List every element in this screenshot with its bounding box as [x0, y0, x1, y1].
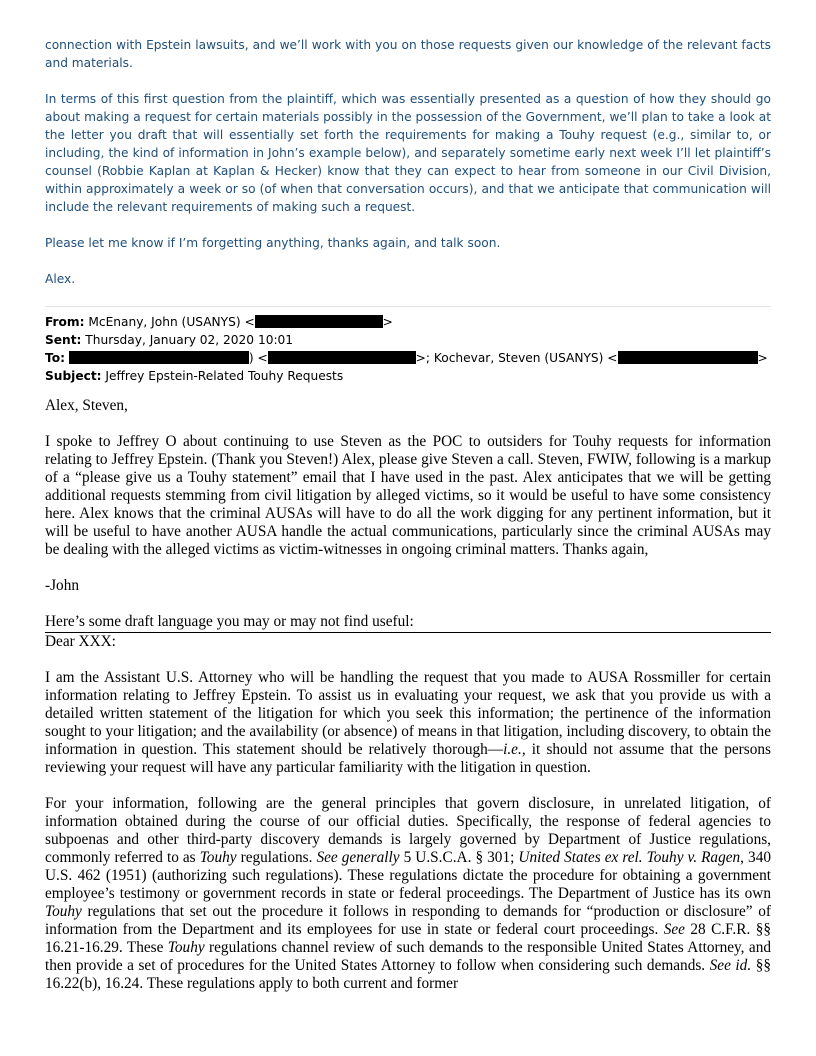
text-run-italic: See — [663, 921, 685, 938]
text-run-italic: See generally — [316, 849, 400, 866]
redaction-bar — [69, 351, 249, 364]
text-run: , 340 U.S. 462 (1951) (authorizing such regulations). These regulations dictate the procedure for obtaining a government employee’s testimony or government records in state or federal proceedings. The Department of Justice has its own — [45, 849, 771, 902]
text-run: 5 U.S.C.A. § 301; — [399, 849, 519, 866]
reply-paragraph-2: In terms of this first question from the plaintiff, which was essentially presented as a question of how they should go about making a request for certain materials possibly in the possession of the Government, we’ll plan to take a look at the letter you draft that will essentially set forth the requirements for making a Touhy request (e.g., similar to, or including, the kind of information in John’s example below), and separately sometime early next week I’ll let plaintiff’s counsel (Robbie Kaplan at Kaplan & Hecker) know that they can expect to hear from someone in our Civil Division, within approximately a week or so (of when that conversation occurs), and that we anticipate that communication will include the relevant requirements of making such a request. — [45, 92, 771, 214]
text-run: regulations channel review of such demands to the responsible United States Attorney, and then provide a set of procedures for the United States Attorney to follow when considering such demands. — [45, 939, 771, 974]
body-signoff: -John — [45, 577, 79, 594]
to-label: To: — [45, 351, 65, 365]
text-run: §§ 16.22(b), 16.24. These regulations apply to both current and former — [45, 957, 771, 992]
from-value: McEnany, John (USANYS) < — [88, 315, 255, 329]
sent-value: Thursday, January 02, 2020 10:01 — [85, 333, 294, 347]
subject-label: Subject: — [45, 369, 102, 383]
from-label: From: — [45, 315, 85, 329]
forwarded-header — [45, 313, 771, 385]
draft-intro: Here’s some draft language you may or may not find useful: — [45, 613, 771, 633]
text-run: 28 C.F.R. §§ 16.21-16.29. These — [45, 921, 771, 956]
close-angle: > — [757, 351, 768, 365]
from-row — [45, 313, 771, 331]
draft-paragraph-2 — [45, 795, 771, 993]
redaction-bar — [618, 351, 758, 364]
close-angle: > — [382, 315, 393, 329]
to-row — [45, 349, 771, 367]
text-run-italic: Touhy — [167, 939, 205, 956]
reply-paragraph-3: Please let me know if I’m forgetting anything, thanks again, and talk soon. — [45, 236, 501, 250]
text-run-italic: See id. — [709, 957, 752, 974]
reply-paragraph-1: connection with Epstein lawsuits, and we’ll work with you on those requests given our knowledge of the relevant facts and materials. — [45, 38, 771, 70]
body-paragraph-1: I spoke to Jeffrey O about continuing to use Steven as the POC to outsiders for Touhy requests for information relating to Jeffrey Epstein. (Thank you Steven!) Alex, please give Steven a call. Steven, FWIW, following is a markup of a “please give us a Touhy statement” email that I have used in the past. Alex anticipates that we will be getting additional requests stemming from civil litigation by alleged victims, so it would be useful to have some consistency here. Alex knows that the criminal AUSAs will have to do all the work digging for any pertinent information, but it will be useful to have another AUSA handle the actual communications, particularly since the criminal AUSAs may be dealing with the alleged victims as victim-witnesses in ongoing criminal matters. Thanks again, — [45, 433, 771, 558]
subject-value: Jeffrey Epstein-Related Touhy Requests — [105, 369, 344, 383]
text-run: regulations. — [236, 849, 317, 866]
email-page — [45, 36, 771, 1011]
forwarded-body — [45, 397, 771, 993]
draft-paragraph-1 — [45, 669, 771, 777]
draft-salutation: Dear XXX: — [45, 633, 116, 650]
subject-row — [45, 367, 771, 385]
text-run: regulations that set out the procedure it follows in responding to demands for “production or disclosure” of information from the Department and its employees for use in state or federal court proceedings. — [45, 903, 771, 938]
text-run-italic: Touhy — [199, 849, 237, 866]
text-run-italic: United States ex rel. Touhy v. Ragen — [518, 849, 741, 866]
text-run: I am the Assistant U.S. Attorney who will be handling the request that you made to AUSA Rossmiller for certain information relating to Jeffrey Epstein. To assist us in evaluating your request, we ask that you provide us with a detailed written statement of the litigation for which you seek this information; the pertinence of the information sought to your litigation; and the availability (or absence) of means in that litigation, including discovery, to obtain the information in question. This statement should be relatively thorough— — [45, 669, 771, 758]
reply-signoff: Alex. — [45, 272, 76, 286]
text-run-italic: Touhy — [45, 903, 82, 920]
redaction-bar — [255, 315, 383, 328]
to-separator: ) < — [248, 351, 268, 365]
sent-row — [45, 331, 771, 349]
greeting: Alex, Steven, — [45, 397, 128, 414]
text-run: For your information, following are the general principles that govern disclosure, in unrelated litigation, of information obtained during the course of our official duties. Specifically, the response of federal agencies to subpoenas and other third-party discovery demands is largely governed by Department of Justice regulations, commonly referred to as — [45, 795, 771, 866]
text-run-italic: i.e. — [503, 741, 522, 758]
to-second: >; Kochevar, Steven (USANYS) < — [415, 351, 618, 365]
sent-label: Sent: — [45, 333, 82, 347]
reply-email — [45, 36, 771, 288]
header-divider — [45, 306, 771, 307]
redaction-bar — [268, 351, 416, 364]
text-run: , it should not assume that the persons reviewing your request will have any particular familiarity with the litigation in question. — [45, 741, 771, 776]
